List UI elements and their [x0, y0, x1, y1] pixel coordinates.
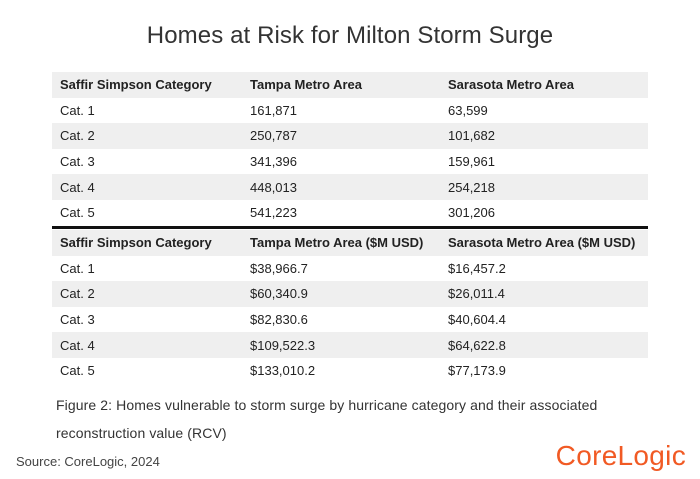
- table-row: [52, 200, 648, 226]
- chart-title: Homes at Risk for Milton Storm Surge: [146, 22, 554, 49]
- table-cell: Cat. 1: [60, 260, 95, 276]
- homes-count-table: [52, 72, 648, 226]
- table-cell: 301,206: [448, 205, 495, 221]
- table-cell: $16,457.2: [448, 260, 506, 276]
- table-cell: Cat. 1: [60, 102, 95, 118]
- source-note: Source: CoreLogic, 2024: [16, 454, 160, 469]
- table-cell: Cat. 3: [60, 154, 95, 170]
- table-cell: $82,830.6: [250, 312, 308, 328]
- table-row: [52, 256, 648, 282]
- corelogic-logo: CoreLogic: [555, 440, 686, 471]
- column-header: Sarasota Metro Area ($M USD): [448, 235, 636, 251]
- table-cell: Cat. 2: [60, 286, 95, 302]
- table-cell: 250,787: [250, 128, 297, 144]
- table-cell: $26,011.4: [448, 286, 505, 302]
- table-cell: $60,340.9: [250, 286, 308, 302]
- table-cell: 161,871: [250, 102, 297, 118]
- column-header: Sarasota Metro Area: [448, 77, 574, 93]
- column-header: Tampa Metro Area ($M USD): [250, 235, 424, 251]
- table-cell: 541,223: [250, 205, 297, 221]
- table-cell: Cat. 5: [60, 363, 95, 379]
- table-row: [52, 149, 648, 175]
- table-cell: 341,396: [250, 154, 297, 170]
- table-cell: $133,010.2: [250, 363, 316, 379]
- table-cell: Cat. 5: [60, 205, 95, 221]
- table-cell: Cat. 4: [60, 337, 95, 353]
- table-cell: 101,682: [448, 128, 495, 144]
- column-header: Tampa Metro Area: [250, 77, 362, 93]
- table-row: [52, 281, 648, 307]
- table-cell: $109,522.3: [250, 337, 316, 353]
- table-row: [52, 98, 648, 124]
- figure-caption: Figure 2: Homes vulnerable to storm surge by hurricane category and their associated reconstruction value (RCV): [56, 397, 598, 441]
- table-row: [52, 358, 648, 384]
- table-cell: $38,966.7: [250, 260, 308, 276]
- table-divider: [52, 226, 648, 229]
- table-cell: $40,604.4: [448, 312, 506, 328]
- column-header: Saffir Simpson Category: [60, 77, 212, 93]
- table-cell: $64,622.8: [448, 337, 506, 353]
- table-cell: 159,961: [448, 154, 495, 170]
- table-header-row: [52, 72, 648, 98]
- table-cell: 63,599: [448, 102, 488, 118]
- table-row: [52, 174, 648, 200]
- table-row: [52, 332, 648, 358]
- table-header-row: [52, 230, 648, 256]
- table-row: [52, 307, 648, 333]
- table-cell: 448,013: [250, 179, 297, 195]
- table-row: [52, 123, 648, 149]
- table-cell: Cat. 3: [60, 312, 95, 328]
- column-header: Saffir Simpson Category: [60, 235, 212, 251]
- table-cell: $77,173.9: [448, 363, 506, 379]
- table-cell: Cat. 4: [60, 179, 95, 195]
- reconstruction-value-table: [52, 230, 648, 384]
- table-cell: 254,218: [448, 179, 495, 195]
- table-cell: Cat. 2: [60, 128, 95, 144]
